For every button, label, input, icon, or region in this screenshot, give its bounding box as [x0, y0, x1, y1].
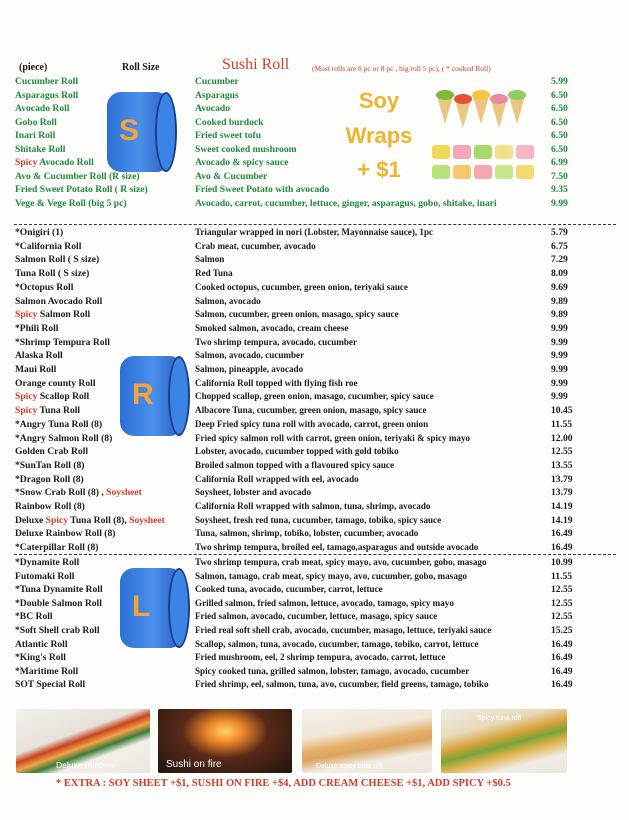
item-name-text: *Phili Roll [15, 322, 59, 334]
item-name-text: *California Roll [15, 240, 82, 252]
item-description: Salmon [195, 254, 225, 265]
size-letter: S [119, 114, 140, 147]
item-price: 7.50 [551, 170, 568, 182]
item-name-text: Asparagus Roll [15, 89, 79, 101]
item-name-text: Avocado Roll [15, 103, 70, 114]
item-name-text: *Shrimp Tempura Roll [15, 336, 110, 348]
item-name-text: *SunTan Roll (8) [15, 459, 85, 471]
item-description: Two shrimp tempura, broiled eel, tamago,asparagus and outside avocado [195, 542, 479, 553]
menu-item [0, 528, 629, 542]
section-divider [14, 224, 616, 225]
menu-item [0, 157, 629, 171]
item-name [15, 198, 127, 209]
item-description: Cooked octopus, cucumber, green onion, teriyaki sauce [195, 281, 408, 292]
item-description: Cooked tuna, avocado, cucumber, carrot, lettuce [195, 584, 383, 595]
menu-item [0, 241, 629, 255]
item-description: Fried mushroom, eel, 2 shrimp tempura, avocado, carrot, lettuce [195, 652, 446, 663]
menu-item [0, 103, 629, 117]
item-name [15, 542, 99, 553]
menu-item [0, 268, 629, 282]
item-description: Broiled salmon topped with a flavoured spicy sauce [195, 459, 394, 470]
item-name-text: *Tuna Dynamite Roll [15, 584, 103, 596]
item-name [15, 571, 74, 582]
menu-item [0, 76, 629, 90]
menu-item [0, 90, 629, 104]
item-name [15, 309, 90, 320]
menu-item [0, 679, 629, 693]
photo-sushi-on-fire [158, 709, 292, 773]
menu-item [0, 184, 629, 198]
item-name [15, 611, 53, 622]
item-description: Fried shrimp, eel, salmon, tuna, avo, cucumber, field greens, tamago, tobiko [195, 679, 489, 690]
menu-item [0, 460, 629, 474]
item-price: 7.29 [551, 254, 568, 266]
item-name-text: Gobo Roll [15, 116, 57, 128]
item-name [15, 598, 102, 609]
item-prefix: Deluxe [15, 514, 46, 526]
item-description: Two shrimp tempura, crab meat, spicy mayo, avo, cucumber, gobo, masago [195, 557, 487, 567]
item-description: Fried Sweet Potato with avocado [195, 184, 330, 195]
menu-item [0, 391, 629, 405]
item-name-text: *Angry Salmon Roll (8) [15, 432, 113, 444]
item-description: Two shrimp tempura, avocado, cucumber [195, 336, 357, 347]
menu-item [0, 227, 629, 241]
item-price: 13.79 [551, 487, 573, 499]
item-name-text: Tuna Roll (8), [70, 514, 130, 526]
item-name-text: Scallop Roll [39, 391, 90, 403]
menu-item [0, 309, 629, 323]
item-name [15, 666, 78, 677]
menu-item [0, 350, 629, 364]
item-description: Red Tuna [195, 268, 233, 279]
menu-item [0, 584, 629, 598]
item-name [15, 323, 58, 334]
item-name-text: Deluxe Rainbow Roll (8) [15, 528, 116, 540]
menu-item [0, 611, 629, 625]
item-price: 13.79 [551, 473, 573, 485]
menu-item [0, 323, 629, 337]
photo-deluxe-spicy-tuna [302, 709, 432, 773]
menu-item [0, 625, 629, 639]
title-note: (Most rolls are 6 pc or 8 pc , big roll 5 pc), ( * cooked Roll) [312, 64, 491, 73]
menu-item [0, 405, 629, 419]
item-name-text: *Snow Crab Roll (8) , [15, 487, 107, 499]
item-price: 6.75 [551, 240, 568, 252]
spicy-tag: Spicy [15, 405, 38, 417]
size-letter: R [132, 378, 154, 411]
item-name-text: Orange county Roll [15, 377, 96, 389]
item-description: Scallop, salmon, tuna, avocado, cucumber, tamago, tobiko, carrot, lettuce [195, 638, 479, 649]
size-letter: L [132, 590, 151, 623]
item-description: Fried sweet tofu [195, 130, 262, 141]
item-name [15, 268, 89, 279]
menu-item [0, 130, 629, 144]
photo-caption: Sushi on fire [166, 759, 222, 770]
item-name [15, 460, 85, 471]
item-price: 12.00 [551, 432, 573, 444]
item-price: 10.99 [551, 557, 573, 568]
item-price: 5.99 [551, 76, 568, 87]
menu-item [0, 198, 629, 212]
item-name-text: Atlantic Roll [15, 638, 68, 650]
spicy-tag: Spicy [15, 391, 38, 403]
item-description: California Roll wrapped with eel, avocado [195, 473, 359, 484]
item-price: 16.49 [551, 679, 573, 691]
item-description: Triangular wrapped in nori (Lobster, Mayonnaise sauce), 1pc [195, 227, 434, 237]
menu-item [0, 282, 629, 296]
menu-item [0, 515, 629, 529]
promo-soy: Soy [358, 88, 400, 113]
item-name [15, 90, 78, 101]
item-price: 9.99 [551, 364, 568, 375]
item-description: Tuna, salmon, shrimp, tobiko, lobster, cucumber, avocado [195, 528, 419, 539]
item-name-text: Salmon Avocado Roll [15, 295, 103, 307]
menu-item [0, 144, 629, 158]
item-price: 16.49 [551, 665, 573, 677]
item-name [15, 528, 115, 539]
item-description: Crab meat, cucumber, avocado [195, 240, 316, 251]
item-name [15, 625, 99, 636]
item-name [15, 515, 165, 526]
menu-item [0, 117, 629, 131]
item-name-text: Rainbow Roll (8) [15, 501, 85, 512]
item-price: 6.50 [551, 103, 568, 114]
item-price: 11.55 [551, 570, 573, 582]
menu-item [0, 446, 629, 460]
item-price: 12.55 [551, 446, 573, 458]
item-description: Albacore Tuna, cucumber, green onion, masago, spicy sauce [195, 405, 427, 416]
item-name-text: *Dynamite Roll [15, 557, 80, 568]
item-description: Sweet cooked mushroom [195, 143, 297, 155]
item-name [15, 557, 79, 568]
menu-item [0, 433, 629, 447]
item-price: 9.99 [551, 322, 568, 334]
promo-price: + $1 [357, 157, 401, 182]
item-price: 9.99 [551, 377, 568, 389]
item-description: Asparagus [195, 89, 239, 101]
photo-caption: Deluxe rainbow [56, 760, 115, 770]
menu-item [0, 378, 629, 392]
item-name-text: *Angry Tuna Roll (8) [15, 418, 103, 430]
item-description: Fried real soft shell crab, avocado, cucumber, masago, lettuce, teriyaki sauce [195, 625, 492, 635]
item-price: 13.55 [551, 459, 573, 471]
item-name-text: Avo & Cucumber Roll (R size) [15, 170, 140, 182]
item-name [15, 282, 73, 293]
item-name [15, 241, 81, 252]
item-description: Fried salmon, avocado, cucumber, lettuce, masago, spicy sauce [195, 611, 438, 622]
photo-caption: Deluxe spicy tuna roll [316, 763, 383, 770]
item-name [15, 584, 103, 595]
item-description: Lobster, avocado, cucumber topped with gold tobiko [195, 446, 399, 457]
item-price: 9.35 [551, 184, 568, 195]
item-description: Chopped scallop, green onion, masago, cucumber, spicy sauce [195, 391, 434, 402]
item-name-text: Inari Roll [15, 130, 56, 141]
item-description: Avocado, carrot, cucumber, lettuce, ginger, asparagus, gobo, shitake, inari [195, 197, 497, 209]
item-name-text: Fried Sweet Potato Roll ( R size) [15, 184, 148, 195]
photo-spicy-tuna [441, 709, 567, 773]
item-description: Fried spicy salmon roll with carrot, green onion, teriyaki & spicy mayo [195, 432, 471, 443]
item-name-text: *Caterpillar Roll (8) [15, 542, 99, 554]
item-description: California Roll wrapped with salmon, tuna, shrimp, avocado [195, 501, 431, 511]
item-name-text: *Double Salmon Roll [15, 597, 102, 609]
item-name [15, 130, 55, 141]
item-name [15, 144, 65, 155]
item-name [15, 254, 99, 265]
item-name-text: Avocado Roll [39, 157, 94, 168]
menu-item [0, 639, 629, 653]
item-name-text: *Onigiri (1) [15, 227, 64, 238]
photo-deluxe-rainbow [16, 709, 150, 773]
menu-item [0, 652, 629, 666]
item-description: Smoked salmon, avocado, cream cheese [195, 322, 349, 333]
item-name [15, 652, 66, 663]
item-price: 8.09 [551, 268, 568, 280]
item-price: 12.55 [551, 584, 573, 596]
item-price: 16.49 [551, 652, 573, 664]
menu-item [0, 501, 629, 515]
item-name-text: *Maritime Roll [15, 665, 79, 677]
item-name [15, 76, 78, 87]
item-name [15, 184, 148, 195]
item-name [15, 296, 102, 307]
item-name-text: Salmon Roll ( S size) [15, 254, 100, 266]
item-name-text: Futomaki Roll [15, 570, 75, 582]
section-divider [14, 554, 616, 555]
menu-item [0, 487, 629, 501]
menu-item [0, 666, 629, 680]
menu-item [0, 254, 629, 268]
item-name [15, 433, 112, 444]
item-description: Salmon, avocado, cucumber [195, 350, 305, 361]
item-price: 6.50 [551, 116, 568, 128]
item-description: Soysheet, lobster and avocado [195, 487, 312, 498]
item-price: 14.19 [551, 514, 573, 526]
item-price: 16.49 [551, 542, 573, 554]
item-name [15, 157, 94, 168]
item-price: 6.50 [551, 89, 568, 101]
item-price: 16.49 [551, 528, 573, 540]
photo-caption: Spicy tuna roll [477, 715, 521, 722]
item-description: Grilled salmon, fried salmon, lettuce, avocado, tamago, spicy mayo [195, 597, 454, 608]
item-price: 9.99 [551, 336, 568, 348]
item-name [15, 171, 140, 182]
item-name-text: Shitake Roll [15, 143, 66, 155]
item-name-text: *BC Roll [15, 611, 53, 623]
item-name-text: Tuna Roll [39, 405, 81, 417]
item-description: Spicy cooked tuna, grilled salmon, lobster, tamago, avocado, cucumber [195, 665, 470, 676]
item-price: 9.89 [551, 295, 568, 307]
item-name [15, 474, 84, 485]
item-price: 12.55 [551, 597, 573, 609]
item-name-text: Tuna Roll ( S size) [15, 268, 90, 280]
item-name [15, 405, 80, 416]
item-name [15, 679, 85, 690]
item-price: 9.99 [551, 350, 568, 362]
spicy-tag: Spicy [15, 309, 38, 321]
item-name [15, 227, 63, 238]
item-name [15, 391, 89, 402]
item-name [15, 378, 95, 389]
item-description: Avocado & spicy sauce [195, 157, 289, 168]
menu-item [0, 171, 629, 185]
item-name [15, 117, 57, 128]
spicy-tag: Spicy [45, 514, 69, 526]
menu-item [0, 571, 629, 585]
item-name-text: SOT Special Roll [15, 679, 86, 691]
item-name [15, 487, 142, 498]
item-price: 14.19 [551, 501, 573, 512]
item-price: 9.99 [551, 391, 568, 403]
item-name [15, 419, 102, 430]
item-description: California Roll topped with flying fish roe [195, 377, 358, 388]
item-description: Cucumber [195, 76, 239, 87]
extras-note: * EXTRA : SOY SHEET +$1, SUSHI ON FIRE +$4, ADD CREAM CHEESE +$1, ADD SPICY +$0.5 [56, 778, 511, 789]
page-title: Sushi Roll [222, 56, 290, 73]
item-name [15, 103, 69, 114]
item-name [15, 337, 110, 348]
item-description: Salmon, pineapple, avocado [195, 364, 304, 374]
item-name [15, 501, 85, 512]
item-price: 9.99 [551, 197, 568, 209]
item-price: 6.50 [551, 130, 568, 141]
item-price: 11.55 [551, 418, 573, 430]
item-name-text: Maui Roll [15, 364, 57, 375]
soysheet-tag: Soysheet [129, 514, 165, 526]
item-price: 9.89 [551, 309, 568, 321]
menu-item [0, 364, 629, 378]
item-price: 6.50 [551, 143, 568, 155]
item-price: 9.69 [551, 281, 568, 293]
item-name-text: *Soft Shell crab Roll [15, 625, 100, 636]
item-name-text: Vege & Vege Roll (big 5 pc) [15, 197, 127, 209]
menu-item [0, 337, 629, 351]
piece-header: (piece) [19, 62, 48, 73]
item-description: Avocado [195, 103, 230, 114]
item-description: Soysheet, fresh red tuna, cucumber, tamago, tobiko, spicy sauce [195, 514, 442, 525]
item-price: 12.55 [551, 611, 573, 623]
item-name-text: Salmon Roll [39, 309, 91, 321]
item-name-text: Cucumber Roll [15, 76, 78, 87]
item-name [15, 350, 63, 361]
item-name-text: *Dragon Roll (8) [15, 473, 84, 485]
item-price: 10.45 [551, 405, 573, 417]
menu-item [0, 474, 629, 488]
item-name-text: *King's Roll [15, 652, 66, 664]
item-price: 15.25 [551, 625, 573, 636]
item-name-text: *Octopus Roll [15, 281, 74, 293]
soysheet-tag: Soysheet [106, 487, 142, 499]
item-description: Salmon, cucumber, green onion, masago, spicy sauce [195, 309, 399, 320]
item-description: Salmon, tamago, crab meat, spicy mayo, avo, cucumber, gobo, masago [195, 570, 467, 581]
menu-item [0, 598, 629, 612]
menu-item [0, 557, 629, 571]
item-name-text: Alaska Roll [15, 350, 63, 362]
item-description: Deep Fried spicy tuna roll with avocado, carrot, green onion [195, 418, 429, 429]
item-price: 16.49 [551, 638, 573, 650]
item-name-text: Golden Crab Roll [15, 446, 89, 458]
menu-item [0, 296, 629, 310]
roll-size-header: Roll Size [122, 62, 160, 73]
menu-item [0, 419, 629, 433]
item-name [15, 639, 68, 650]
item-price: 6.99 [551, 157, 568, 168]
item-name [15, 446, 88, 457]
item-name [15, 364, 56, 375]
item-description: Salmon, avocado [195, 295, 261, 306]
item-description: Cooked burdock [195, 116, 264, 128]
item-description: Avo & Cucumber [195, 170, 268, 182]
promo-wraps: Wraps [345, 123, 413, 148]
item-price: 5.79 [551, 227, 568, 238]
spicy-tag: Spicy [15, 157, 38, 168]
